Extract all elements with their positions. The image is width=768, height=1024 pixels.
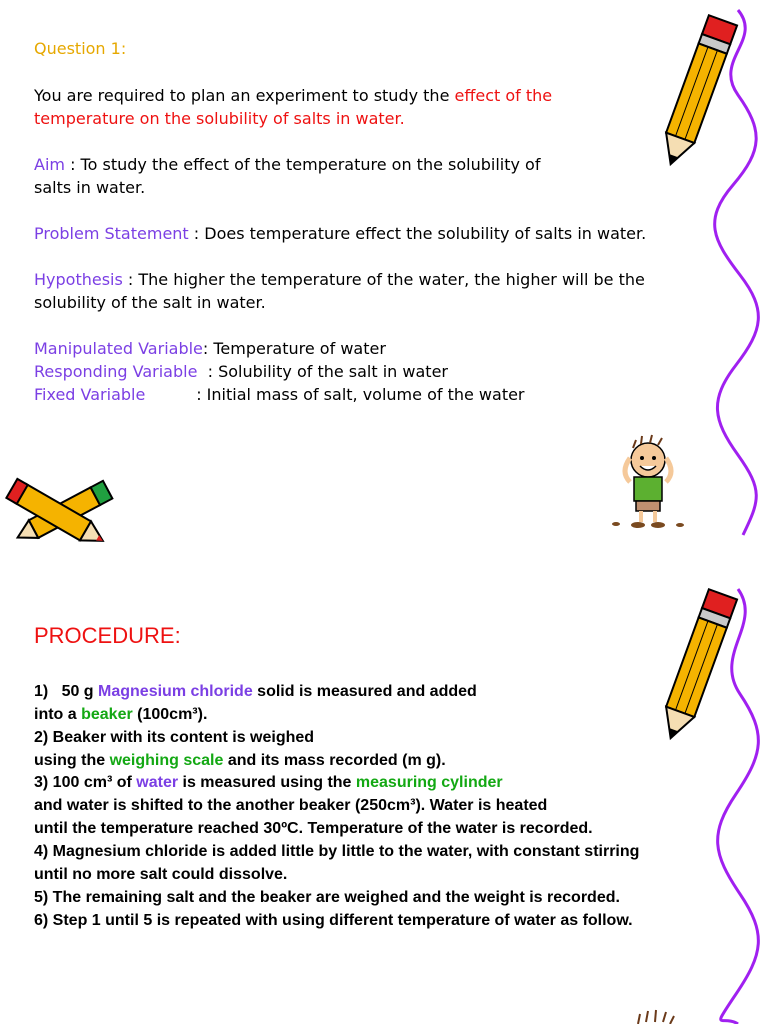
step-2-line-2: [34, 750, 446, 773]
fixed-variable: [34, 383, 525, 406]
problem-statement: [34, 222, 646, 245]
step-3-text-2: is measured using the: [178, 774, 356, 791]
manipulated-variable: [34, 337, 386, 360]
hypothesis-line-1: [34, 268, 645, 291]
intro-text: You are required to plan an experiment to study the: [34, 86, 455, 105]
responding-text: : Solubility of the salt in water: [197, 362, 448, 381]
step-1-text-4: (100cm³).: [132, 706, 208, 723]
hypothesis-label: Hypothesis: [34, 270, 123, 289]
beaker-term: beaker: [81, 706, 133, 723]
aim-text: : To study the effect of the temperature on the solubility of: [64, 155, 541, 174]
step-6: 6) Step 1 until 5 is repeated with using different temperature of water as follow.: [34, 912, 633, 929]
responding-label: Responding Variable: [34, 362, 198, 381]
cartoon-boy-icon: [608, 432, 688, 532]
step-2-text-2: and its mass recorded (m g).: [223, 752, 446, 769]
intro-line-1: [34, 84, 552, 107]
problem-label: Problem Statement: [34, 224, 189, 243]
magnesium-chloride-term: Magnesium chloride: [98, 683, 253, 700]
step-1-text-3: into a: [34, 706, 82, 723]
manipulated-label: Manipulated Variable: [34, 339, 203, 358]
procedure-title: PROCEDURE:: [34, 623, 181, 648]
question-label: Question 1:: [34, 39, 127, 58]
cartoon-boy-partial-icon: [630, 1008, 680, 1024]
step-1-text-2: solid is measured and added: [252, 683, 477, 700]
step-3-line-2: and water is shifted to the another beaker (250cm³). Water is heated: [34, 797, 548, 814]
manipulated-text: : Temperature of water: [202, 339, 386, 358]
pencil-icon-2: [648, 578, 748, 748]
fixed-text: : Initial mass of salt, volume of the water: [145, 385, 525, 404]
measuring-cylinder-term: measuring cylinder: [355, 774, 503, 791]
intro-highlight: effect of the: [454, 86, 553, 105]
step-2-text: using the: [34, 752, 110, 769]
step-2-line-1: 2) Beaker with its content is weighed: [34, 729, 315, 746]
step-4-line-2: until no more salt could dissolve.: [34, 866, 288, 883]
aim-line-2: salts in water.: [34, 178, 146, 197]
step-3-line-1: [34, 772, 503, 795]
step-4-line-1: 4) Magnesium chloride is added little by little to the water, with constant stirring: [34, 843, 640, 860]
step-3-text: 3) 100 cm³ of: [34, 774, 137, 791]
aim-label: Aim: [34, 155, 65, 174]
pencil-icon: [648, 4, 748, 174]
responding-variable: [34, 360, 448, 383]
step-3-line-3: until the temperature reached 30ºC. Temperature of the water is recorded.: [34, 820, 593, 837]
weighing-scale-term: weighing scale: [109, 752, 224, 769]
fixed-label: Fixed Variable: [34, 385, 146, 404]
problem-text: : Does temperature effect the solubility of salts in water.: [188, 224, 647, 243]
aim-line-1: [34, 153, 540, 176]
step-1-line-2: [34, 704, 207, 727]
step-1-line-1: [34, 681, 477, 704]
crossed-pencils-icon: [0, 460, 120, 570]
step-1-text: 1) 50 g: [34, 683, 99, 700]
hypothesis-line-2: solubility of the salt in water.: [34, 293, 266, 312]
intro-line-2: temperature on the solubility of salts in water.: [34, 109, 405, 128]
hypothesis-text: : The higher the temperature of the water, the higher will be the: [122, 270, 645, 289]
step-5: 5) The remaining salt and the beaker are weighed and the weight is recorded.: [34, 889, 620, 906]
water-term: water: [136, 774, 179, 791]
